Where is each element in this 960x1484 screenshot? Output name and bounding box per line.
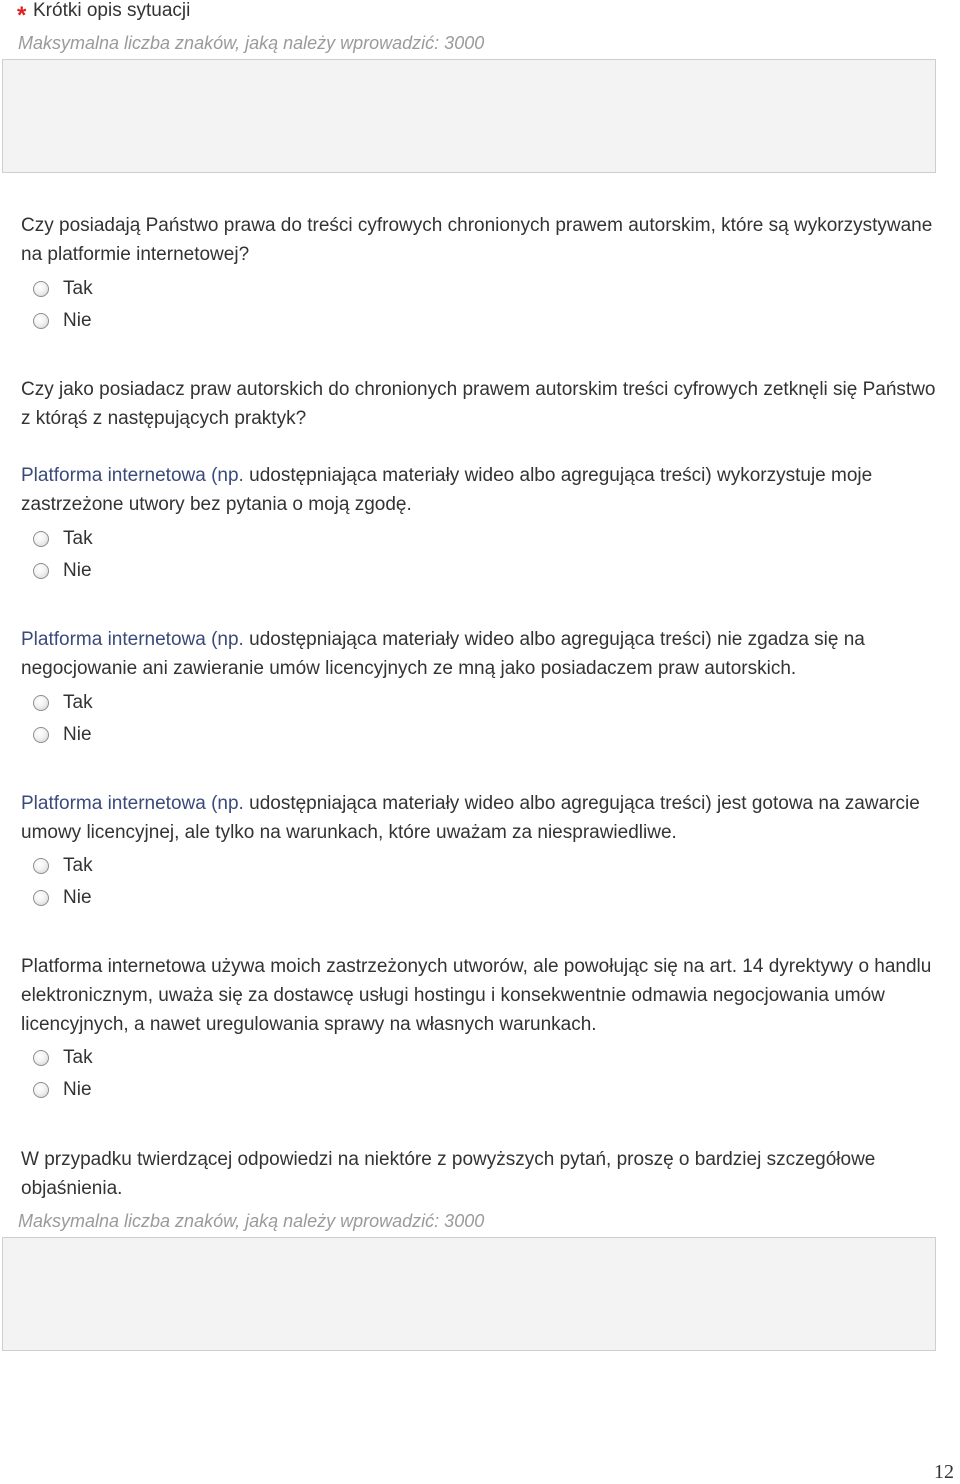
question-practice-d: Platforma internetowa używa moich zastrzeżonych utworów, ale powołując się na art. 14 dyrektywy o handlu elektronicznym, uważa się za dostawcę usługi hostingu i konsekwentnie odmawia negocjowania umów licencyjnych, a nawet uregulowania sprawy na własnych warunkach. <box>21 956 932 1035</box>
q2d-option-no[interactable] <box>33 1079 92 1101</box>
question-prefix: Platforma internetowa (np. <box>21 629 244 650</box>
radio-button[interactable] <box>33 858 49 874</box>
question-practice-c <box>21 789 941 847</box>
q2c-option-no[interactable] <box>33 887 92 909</box>
char-limit-hint: Maksymalna liczba znaków, jaką należy wprowadzić: 3000 <box>18 33 485 53</box>
radio-button[interactable] <box>33 1050 49 1066</box>
page-number: 12 <box>934 1461 954 1483</box>
option-label: Tak <box>63 692 93 713</box>
radio-button[interactable] <box>33 563 49 579</box>
radio-button[interactable] <box>33 890 49 906</box>
q2b-option-yes[interactable] <box>33 692 93 714</box>
option-label: Tak <box>63 528 93 549</box>
situation-description-textarea[interactable] <box>2 59 936 173</box>
char-limit-hint: Maksymalna liczba znaków, jaką należy wprowadzić: 3000 <box>18 1211 485 1231</box>
question-rest: udostępniająca materiały wideo albo agregująca treści) nie zgadza się na negocjowanie ani zawieranie umów licencyjnych ze mną jako posiadaczem praw autorskich. <box>21 629 865 679</box>
radio-button[interactable] <box>33 695 49 711</box>
question-rights: Czy posiadają Państwo prawa do treści cyfrowych chronionych prawem autorskim, które są wykorzystywane na platformie internetowej? <box>21 215 933 265</box>
details-textarea[interactable] <box>2 1237 936 1351</box>
radio-button[interactable] <box>33 531 49 547</box>
question-prefix: Platforma internetowa (np. <box>21 793 244 814</box>
q1-option-yes[interactable] <box>33 278 93 300</box>
question-practice-a <box>21 461 941 519</box>
question-rest: udostępniająca materiały wideo albo agregująca treści) jest gotowa na zawarcie umowy licencyjnej, ale tylko na warunkach, które uważam za niesprawiedliwe. <box>21 793 920 843</box>
q2c-option-yes[interactable] <box>33 855 93 877</box>
q2d-option-yes[interactable] <box>33 1047 93 1069</box>
question-practices: Czy jako posiadacz praw autorskich do chronionych prawem autorskim treści cyfrowych zetknęli się Państwo z którąś z następujących praktyk? <box>21 379 936 429</box>
option-label: Nie <box>63 724 92 745</box>
option-label: Tak <box>63 278 93 299</box>
required-mark: * <box>17 2 27 29</box>
option-label: Tak <box>63 1047 93 1068</box>
q2a-option-yes[interactable] <box>33 528 93 550</box>
field-title: Krótki opis sytuacji <box>33 0 191 21</box>
option-label: Nie <box>63 310 92 331</box>
q1-option-no[interactable] <box>33 310 92 332</box>
option-label: Nie <box>63 560 92 581</box>
option-label: Nie <box>63 1079 92 1100</box>
option-label: Tak <box>63 855 93 876</box>
radio-button[interactable] <box>33 1082 49 1098</box>
radio-button[interactable] <box>33 727 49 743</box>
question-prefix: Platforma internetowa (np. <box>21 465 244 486</box>
question-rest: udostępniająca materiały wideo albo agregująca treści) wykorzystuje moje zastrzeżone utwory bez pytania o moją zgodę. <box>21 465 873 515</box>
details-question: W przypadku twierdzącej odpowiedzi na niektóre z powyższych pytań, proszę o bardziej szczegółowe objaśnienia. <box>21 1149 876 1199</box>
q2a-option-no[interactable] <box>33 560 92 582</box>
option-label: Nie <box>63 887 92 908</box>
question-practice-b <box>21 625 941 683</box>
radio-button[interactable] <box>33 313 49 329</box>
q2b-option-no[interactable] <box>33 724 92 746</box>
radio-button[interactable] <box>33 281 49 297</box>
